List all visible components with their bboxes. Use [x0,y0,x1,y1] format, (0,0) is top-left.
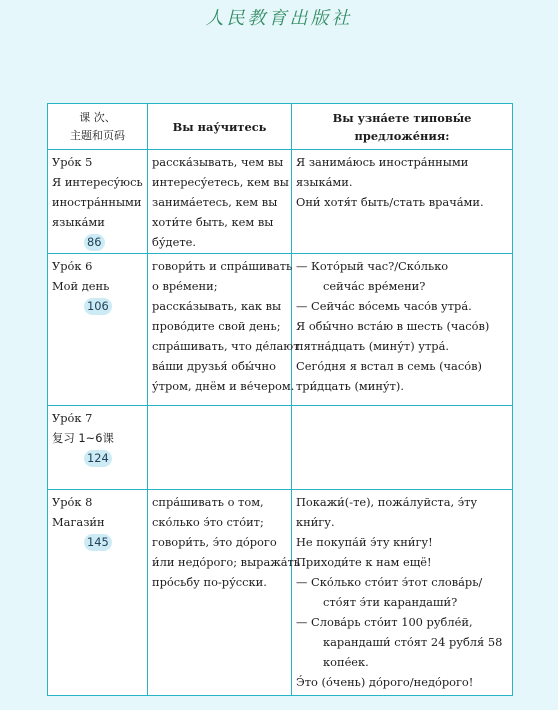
lesson-title: языка́ми [52,215,105,229]
phrase-line: Покажи́(-те), пожа́луйста, э́ту [296,495,478,509]
skill-line: расска́зывать, как вы [152,299,282,313]
skill-line: говори́ть и спра́шивать [152,259,293,273]
skill-line: ско́лько э́то сто́ит; [152,515,264,529]
header-lesson: 课 次、 主题和页码 [48,104,148,150]
lesson-number: Уро́к 5 [52,155,93,169]
phrases-cell [292,490,513,696]
phrase-line: — Ско́лько сто́ит э́тот слова́рь/ [296,575,483,589]
skill-line: у́тром, днём и ве́чером. [152,379,295,393]
phrase-line: Приходи́те к нам ещё! [296,555,432,569]
skill-line: и́ли недо́рого; выража́ть [152,555,301,569]
skill-line: занима́етесь, кем вы [152,195,278,209]
phrase-line: Сего́дня я встал в семь (часо́в) [296,359,482,373]
lesson-title: Я интересу́юсь [52,175,143,189]
lesson-title: Магази́н [52,515,105,529]
phrase-line: сто́ят э́ти карандаши́? [323,595,458,609]
skill-line: про́сьбу по-ру́сски. [152,575,267,589]
lesson-title: иностра́нными [52,195,142,209]
contents-table [47,103,513,696]
phrase-line: Я обы́чно вста́ю в шесть (часо́в) [296,319,490,333]
skill-line: спра́шивать, что де́лают [152,339,300,353]
phrase-line: — Сейча́с во́семь часо́в утра́. [296,299,472,313]
lesson-cell [48,490,148,696]
skill-line: ва́ши друзья́ обы́чно [152,359,276,373]
table-row [48,254,513,406]
phrases-cell [292,406,513,490]
page-number-badge[interactable]: 86 [84,234,105,251]
phrases-cell [292,150,513,254]
page-number-badge[interactable]: 145 [84,534,112,551]
skills-cell [148,406,292,490]
lesson-cell [48,150,148,254]
phrase-line: кни́гу. [296,515,335,529]
lesson-cell [48,254,148,406]
page-number-badge[interactable]: 124 [84,450,112,467]
header-skills: Вы нау́читесь [148,104,292,150]
phrases-cell [292,254,513,406]
phrase-line: Не покупа́й э́ту кни́гу! [296,535,433,549]
phrase-line: пятна́дцать (мину́т) утра́. [296,339,449,353]
lesson-number: Уро́к 7 [52,411,93,425]
table-header-row [48,104,513,150]
header-phrases: Вы узна́ете типовы́е предложе́ния: [292,104,513,150]
lesson-number: Уро́к 6 [52,259,93,273]
skills-cell [148,254,300,406]
lesson-title: 复习 1~6课 [52,431,114,445]
skill-line: интересу́етесь, кем вы [152,175,289,189]
page-number-badge[interactable]: 106 [84,298,112,315]
lesson-title: Мой день [52,279,110,293]
phrase-line: копе́ек. [323,655,369,669]
phrase-line: Я занима́юсь иностра́нными [296,155,469,169]
lesson-number: Уро́к 8 [52,495,93,509]
phrase-line: сейча́с вре́мени? [323,279,426,293]
table-row [48,406,513,490]
skill-line: расска́зывать, чем вы [152,155,284,169]
skills-cell [148,490,301,696]
lesson-cell [48,406,148,490]
table-row [48,150,513,254]
skill-line: хоти́те быть, кем вы [152,215,274,229]
skill-line: говори́ть, э́то до́рого [152,535,277,549]
skills-cell [148,150,292,254]
phrase-line: языка́ми. [296,175,353,189]
phrase-line: — Кото́рый час?/Ско́лько [296,259,449,273]
phrase-line: Они́ хотя́т быть/стать врача́ми. [296,195,484,209]
table-row [48,490,513,696]
phrase-line: три́дцать (мину́т). [296,379,404,393]
phrase-line: Э́то (о́чень) до́рого/недо́рого! [296,675,474,689]
skill-line: бу́дете. [152,235,196,249]
phrase-line: карандаши́ сто́ят 24 рубля́ 58 [323,635,503,649]
skill-line: прово́дите свой день; [152,319,281,333]
skill-line: о вре́мени; [152,279,218,293]
publisher-logo: 人民教育出版社 [205,8,353,29]
skill-line: спра́шивать о том, [152,495,264,509]
phrase-line: — Слова́рь сто́ит 100 рубле́й, [296,615,473,629]
